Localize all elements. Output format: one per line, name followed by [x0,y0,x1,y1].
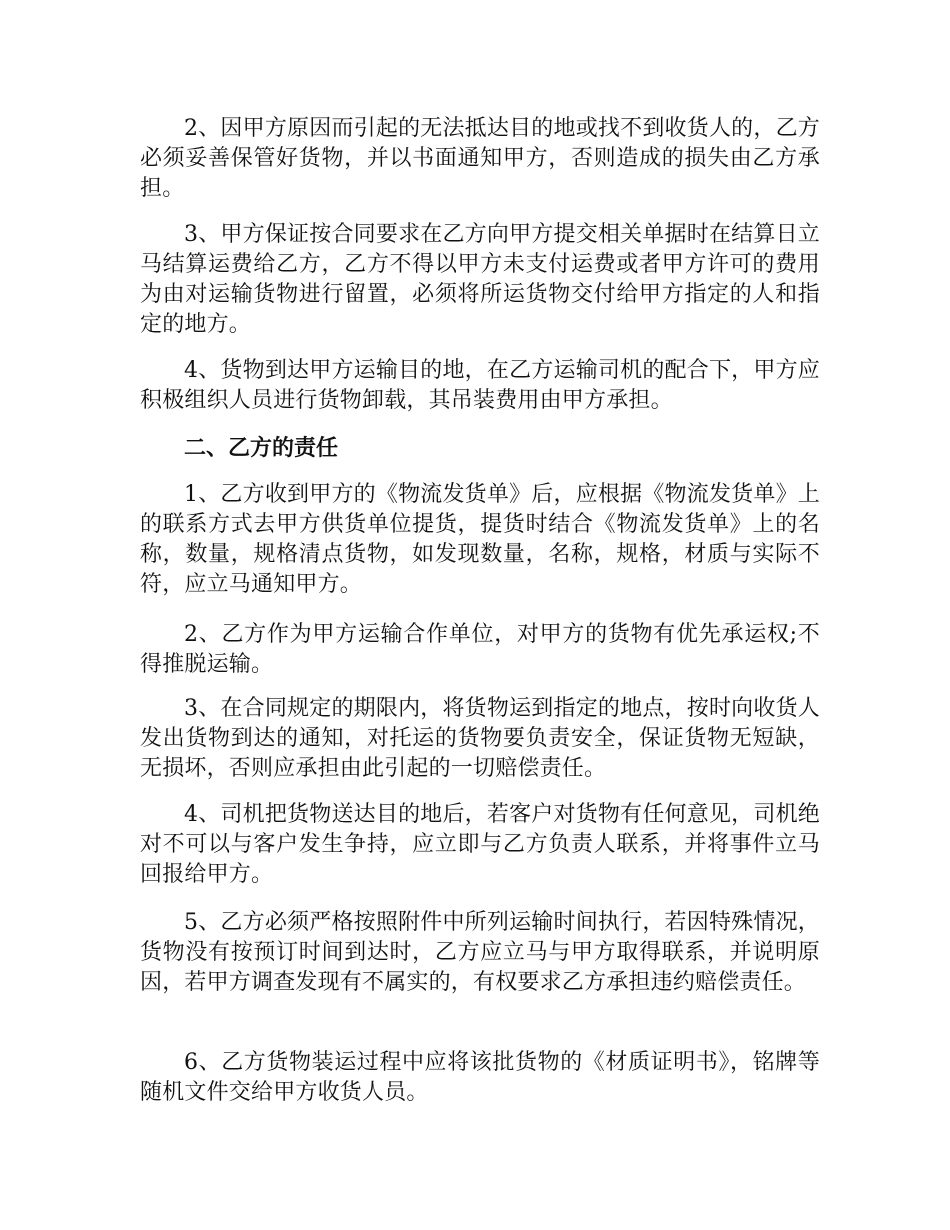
section-heading-yi-responsibility: 二、乙方的责任 [184,436,339,461]
paragraph-yi-5: 5、乙方必须严格按照附件中所列运输时间执行，若因特殊情况，货物没有按预订时间到达时，乙方应立马与甲方取得联系，并说明原因，若甲方调查发现有不属实的，有权要求乙方承担违约赔偿责任。 [140,910,820,995]
paragraph-yi-4: 4、司机把货物送达目的地后，若客户对货物有任何意见，司机绝对不可以与客户发生争持，应立即与乙方负责人联系，并将事件立马回报给甲方。 [140,802,820,887]
paragraph-yi-3: 3、在合同规定的期限内，将货物运到指定的地点，按时向收货人发出货物到达的通知，对托运的货物要负责安全，保证货物无短缺，无损坏，否则应承担由此引起的一切赔偿责任。 [140,696,820,781]
paragraph-yi-2: 2、乙方作为甲方运输合作单位，对甲方的货物有优先承运权;不得推脱运输。 [140,622,820,677]
paragraph-jia-3: 3、甲方保证按合同要求在乙方向甲方提交相关单据时在结算日立马结算运费给乙方，乙方不得以甲方未支付运费或者甲方许可的费用为由对运输货物进行留置，必须将所运货物交付给甲方指定的人和指定的地方。 [140,222,820,337]
paragraph-jia-2: 2、因甲方原因而引起的无法抵达目的地或找不到收货人的，乙方必须妥善保管好货物，并以书面通知甲方，否则造成的损失由乙方承担。 [140,116,820,201]
paragraph-yi-1: 1、乙方收到甲方的《物流发货单》后，应根据《物流发货单》上的联系方式去甲方供货单位提货，提货时结合《物流发货单》上的名称，数量，规格清点货物，如发现数量，名称，规格，材质与实际不符，应立马通知甲方。 [140,482,820,597]
paragraph-jia-4: 4、货物到达甲方运输目的地，在乙方运输司机的配合下，甲方应积极组织人员进行货物卸载，其吊装费用由甲方承担。 [140,358,820,413]
paragraph-yi-6: 6、乙方货物装运过程中应将该批货物的《材质证明书》，铭牌等随机文件交给甲方收货人员。 [140,1050,820,1105]
